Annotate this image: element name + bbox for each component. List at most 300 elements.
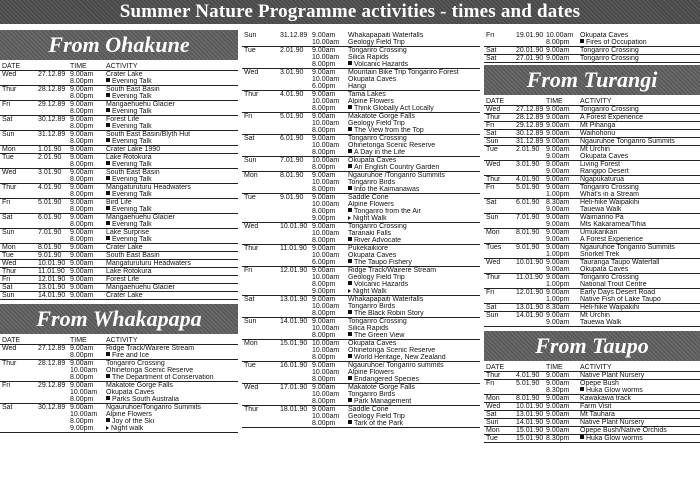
row-day: Thur [2,86,17,93]
row-time: 8.00pm [68,138,104,146]
activity-label: Snorkel Trek [580,251,620,258]
activity-label: Okupata Caves [580,32,629,39]
activity-label: Saddle Cone [348,406,389,413]
row-day: Fri [0,276,36,284]
col-date-header: DATE [0,63,36,71]
activity-label: Endangered Species [354,376,419,383]
schedule-row [484,130,700,138]
schedule-row [242,208,480,215]
schedule-row [242,83,480,91]
row-activity [578,206,700,214]
activity-label: Crater Lake [106,292,143,299]
activity-label: Tark of the Park [354,420,404,427]
row-time: 9.00am [544,176,578,184]
schedule-row [242,201,480,208]
row-day: Mon [486,229,500,236]
row-time: 10.00am [312,179,340,186]
row-activity [104,276,238,284]
row-activity [346,332,480,340]
row-activity [104,71,238,79]
activity-label: Tongariro Crossing [106,360,165,367]
row-time: 9.00am [312,318,336,325]
schedule-row [242,252,480,259]
row-date [278,230,310,237]
row-activity [346,69,480,77]
turangi-table [484,98,700,327]
row-activity [346,135,480,143]
activity-label: Ngauruhoe Tongariro Summits [580,138,675,145]
row-time: 9.00am [544,47,578,55]
row-day: Sat [486,199,497,206]
row-activity [578,130,700,138]
row-day: Sat [2,404,13,411]
row-time: 9.00am [544,168,578,176]
row-time: 9.00am [546,259,570,266]
row-date: 29.12.89 [38,101,66,108]
row-date: 30.12.89 [516,130,544,137]
schedule-row [242,362,480,370]
row-day [242,61,278,69]
row-activity [578,161,700,169]
activity-label: Crater Lake [106,244,143,251]
row-time: 10.00am [312,98,340,105]
activity-label: Native Plant Nursery [580,419,645,426]
row-day: Thur [2,184,17,191]
schedule-row [0,161,238,169]
activity-label: Mountain Bike Trip Tongariro Forest [348,69,459,76]
row-time: 10.00am [312,303,340,310]
row-date: 11.01.90 [36,268,68,276]
row-activity [578,114,700,122]
row-activity [578,319,700,327]
activity-label: Kawakawa track [580,395,631,402]
activity-label: The Green View [354,332,405,339]
row-activity [104,116,238,124]
col-date-header: DATE [484,364,514,372]
row-activity [346,127,480,135]
schedule-row [484,380,700,388]
row-date [278,420,310,428]
schedule-row [0,404,238,412]
row-activity [104,292,238,300]
row-time: 9.00am [544,206,578,214]
schedule-row [242,98,480,105]
row-time: 10.00am [312,120,340,127]
row-activity [104,176,238,184]
activity-label: Whakapapaiti Waterfalls [348,296,424,303]
col-time-header: TIME [544,98,578,106]
schedule-row [242,47,480,55]
activity-label: Tongariro Crossing [580,55,639,62]
activity-label: Alpine Flowers [348,98,394,105]
row-day: Mon [484,395,514,403]
row-activity [104,252,238,260]
activity-label: Opepe Bush [580,380,619,387]
row-time: 8.00pm [310,127,346,135]
row-date [278,83,310,91]
schedule-row [242,406,480,414]
schedule-row [242,354,480,362]
activity-label: Bird Life [106,199,132,206]
row-date [514,319,544,327]
row-activity [104,382,238,390]
schedule-row [242,69,480,77]
row-time: 10.00am [70,367,98,374]
schedule-row [0,260,238,268]
evening-bullet-icon [348,149,352,153]
evening-bullet-icon [106,236,110,240]
schedule-row [0,292,238,300]
activity-label: Tongariro Birds [348,391,396,398]
activity-label: Evening Talk [112,123,152,130]
schedule-row [484,319,700,327]
activity-label: Tauranga Taupo Waterfall [580,259,660,266]
activity-label: Night walk [111,425,144,432]
activity-label: Mangaehuehu Glacier [106,101,175,108]
schedule-row [242,267,480,275]
evening-bullet-icon [106,418,110,422]
row-activity [346,303,480,310]
row-date: 4.01.90 [514,176,544,184]
row-day: Sun [244,32,257,39]
schedule-row [484,274,700,282]
row-activity [578,191,700,199]
activity-label: Silica Rapids [348,325,389,332]
row-activity [104,236,238,244]
row-activity [346,384,480,392]
row-activity [346,208,480,215]
row-activity [346,245,480,253]
row-activity [346,194,480,202]
schedule-row [242,113,480,121]
col-activity-header: ACTIVITY [104,63,238,71]
row-time: 10.00am [70,411,98,418]
row-date: 13.01.90 [280,296,308,303]
row-day [0,374,36,382]
row-date: 2.01.90 [516,146,540,153]
row-activity [578,419,700,427]
row-activity [346,391,480,398]
night-triangle-icon [348,289,351,293]
row-time: 8.30pm [544,387,578,395]
schedule-row [0,191,238,199]
activity-label: Pukekaikiore [348,245,389,252]
row-day: Mon [244,172,258,179]
row-day: Wed [2,169,17,176]
row-date [278,376,310,384]
activity-label: Mt Pihanga [580,122,616,129]
activity-label: Joy of the Ski [112,418,155,425]
schedule-row [484,168,700,176]
activity-label: Living Forest [580,161,621,168]
row-day: Sat [2,116,13,123]
row-time: 9.00am [312,113,336,120]
row-day [242,201,278,208]
row-date: 10.01.90 [280,223,308,230]
row-time: 9.00am [544,138,578,146]
row-time: 9.00am [70,199,94,206]
row-date: 19.01.90 [516,32,544,39]
row-activity [104,123,238,131]
schedule-row [242,384,480,392]
row-day: Thur [244,91,259,98]
row-time: 1.00pm [544,251,578,259]
schedule-row [484,47,700,55]
activity-label: Okupata Caves [106,389,155,396]
row-activity [578,312,700,320]
row-date: 27.12.89 [516,106,544,113]
row-time: 8.00pm [68,221,104,229]
row-time: 9.00am [544,411,578,419]
row-time: 9.00am [312,135,336,142]
evening-bullet-icon [106,93,110,97]
row-activity [346,164,480,172]
row-day: Fri [484,122,514,130]
evening-bullet-icon [106,191,110,195]
row-date: 11.01.90 [280,245,307,252]
row-time: 8.00pm [68,236,104,244]
activity-label: Alpine Flowers [106,411,152,418]
row-day [0,425,36,433]
row-time: 9.00am [544,130,578,138]
row-activity [578,427,700,435]
row-time: 9.00am [68,146,104,154]
schedule-row [242,369,480,376]
row-activity [346,230,480,237]
row-time: 8.00pm [310,105,346,113]
schedule-row [484,138,700,146]
schedule-row [242,135,480,143]
schedule-row [242,186,480,194]
row-time: 9.00am [68,292,104,300]
row-time: 9.00am [68,260,104,268]
activity-label: An English Country Garden [354,164,440,171]
row-day [242,310,278,318]
schedule-row [0,252,238,260]
evening-bullet-icon [348,354,352,358]
row-day [0,411,36,418]
schedule-row [484,161,700,169]
row-date: 28.12.89 [38,360,66,367]
row-date [278,76,310,83]
row-activity [578,251,700,259]
schedule-row [484,191,700,199]
row-activity [578,435,700,443]
row-date: 4.01.90 [280,91,304,98]
row-date [514,236,544,244]
row-activity [578,199,700,207]
row-activity [104,199,238,207]
activity-label: Okupata Caves [348,76,397,83]
activity-label: The Black Robin Story [354,310,424,317]
schedule-row [242,61,480,69]
activity-label: Evening Talk [112,236,152,243]
row-activity [346,32,480,39]
row-activity [104,360,238,368]
row-activity [578,39,700,47]
row-date [36,389,68,396]
activity-label: Evening Talk [112,108,152,115]
row-time: 9.00am [312,69,336,76]
row-date: 15.01.90 [516,427,544,434]
activity-label: Ngauruhoe /Tongariro Summits [348,172,445,179]
activity-label: Mt Tauhara [580,411,615,418]
row-date [514,153,544,161]
evening-bullet-icon [348,376,352,380]
night-triangle-icon [348,216,351,220]
row-time: 9.00am [70,214,94,221]
schedule-row [0,382,238,390]
activity-label: Geology Field Trip [348,274,405,281]
row-time: 9.00am [544,266,578,274]
schedule-row [0,169,238,177]
row-date [36,221,68,229]
col-activity-header: ACTIVITY [578,364,700,372]
row-day [0,367,36,374]
row-time: 8.00pm [310,186,346,194]
row-activity [346,98,480,105]
activity-label: Mt Urchin [580,312,610,319]
row-day: Mon [244,340,258,347]
row-activity [346,76,480,83]
row-date [36,367,68,374]
row-day: Wed [486,161,501,168]
row-time: 10.00am [312,369,340,376]
row-date [278,413,310,420]
row-time: 9.00am [312,32,336,39]
row-activity [104,389,238,396]
row-time: 8.00pm [310,420,346,428]
turangi-heading: From Turangi [484,65,700,95]
activity-label: Crater Lake 1990 [106,146,161,153]
row-date [278,325,310,332]
row-activity [346,83,480,91]
activity-label: Okupata Caves [348,252,397,259]
activity-label: Okupata Caves [580,266,629,273]
row-day [484,281,514,289]
row-time: 8.00pm [310,164,346,172]
evening-bullet-icon [580,435,584,439]
activity-label: A Forest Experience [580,236,644,243]
evening-bullet-icon [106,221,110,225]
row-day [242,83,278,91]
schedule-row [242,340,480,348]
row-activity [104,268,238,276]
row-time: 9.00am [546,146,570,153]
row-time: 9.00pm [310,288,346,296]
row-day: Thur [486,274,501,281]
activity-label: Fires of Occupation [586,39,647,46]
activity-label: World Heritage, New Zealand [354,354,446,361]
row-activity [104,131,238,139]
row-activity [346,113,480,121]
row-activity [578,289,700,297]
row-day [242,252,278,259]
row-activity [104,244,238,252]
row-activity [104,404,238,412]
row-day: Thur [0,268,36,276]
schedule-row [242,142,480,149]
row-day [242,347,278,354]
schedule-row [0,236,238,244]
schedule-row [484,244,700,252]
row-date [514,281,544,289]
row-activity [346,259,480,267]
row-date: 8.01.90 [516,229,540,236]
schedule-row [242,157,480,165]
row-day: Thur [2,360,17,367]
col-activity-header: ACTIVITY [104,337,238,345]
row-day: Sun [484,138,514,146]
row-activity [104,284,238,292]
row-activity [578,214,700,222]
row-date [278,208,310,215]
row-time: 8.00pm [310,354,346,362]
row-time: 10.00am [310,39,346,47]
row-day [242,120,278,127]
row-time: 9.00am [544,419,578,427]
row-date: 13.01.90 [516,411,544,418]
row-activity [578,138,700,146]
row-day: Sun [484,419,514,427]
row-date [514,387,544,395]
row-activity [346,281,480,288]
row-date [278,39,310,47]
schedule-row [0,108,238,116]
activity-label: Volcanic Hazards [354,61,409,68]
activity-label: Tongariro Birds [348,303,396,310]
row-date [514,168,544,176]
schedule-row [484,229,700,237]
row-day [0,176,36,184]
row-activity [578,372,700,380]
row-time: 9.00am [312,91,336,98]
row-day [0,138,36,146]
schedule-row [242,391,480,398]
row-time: 10.00am [312,157,340,164]
schedule-row [0,268,238,276]
schedule-row [242,105,480,113]
row-activity [104,184,238,192]
row-time: 10.00am [312,325,340,332]
activity-label: Volcanic Hazards [354,281,409,288]
evening-bullet-icon [348,420,352,424]
row-date [36,206,68,214]
activity-label: Evening Talk [112,78,152,85]
row-time: 9.00am [312,384,336,391]
row-day: Mon [484,427,514,435]
row-date [278,354,310,362]
activity-label: Umukarikari [580,229,618,236]
row-day: Wed [484,403,514,411]
row-activity [104,206,238,214]
activity-label: Ohinetonga Scenic Reserve [106,367,194,374]
row-activity [346,376,480,384]
row-time: 8.00pm [68,123,104,131]
row-day [0,161,36,169]
activity-label: South East Basin [106,169,160,176]
row-day: Sat [484,55,514,63]
activity-label: Into the Kaimanawas [354,186,420,193]
row-day [242,325,278,332]
activity-label: The Department of Conservation [112,374,214,381]
schedule-row [0,184,238,192]
row-time: 8.30pm [544,435,578,443]
row-day [242,76,278,83]
activity-label: Ngauruhoe/ Tongariro summits [348,362,444,369]
schedule-row [242,164,480,172]
row-date: 14.01.90 [280,318,308,325]
